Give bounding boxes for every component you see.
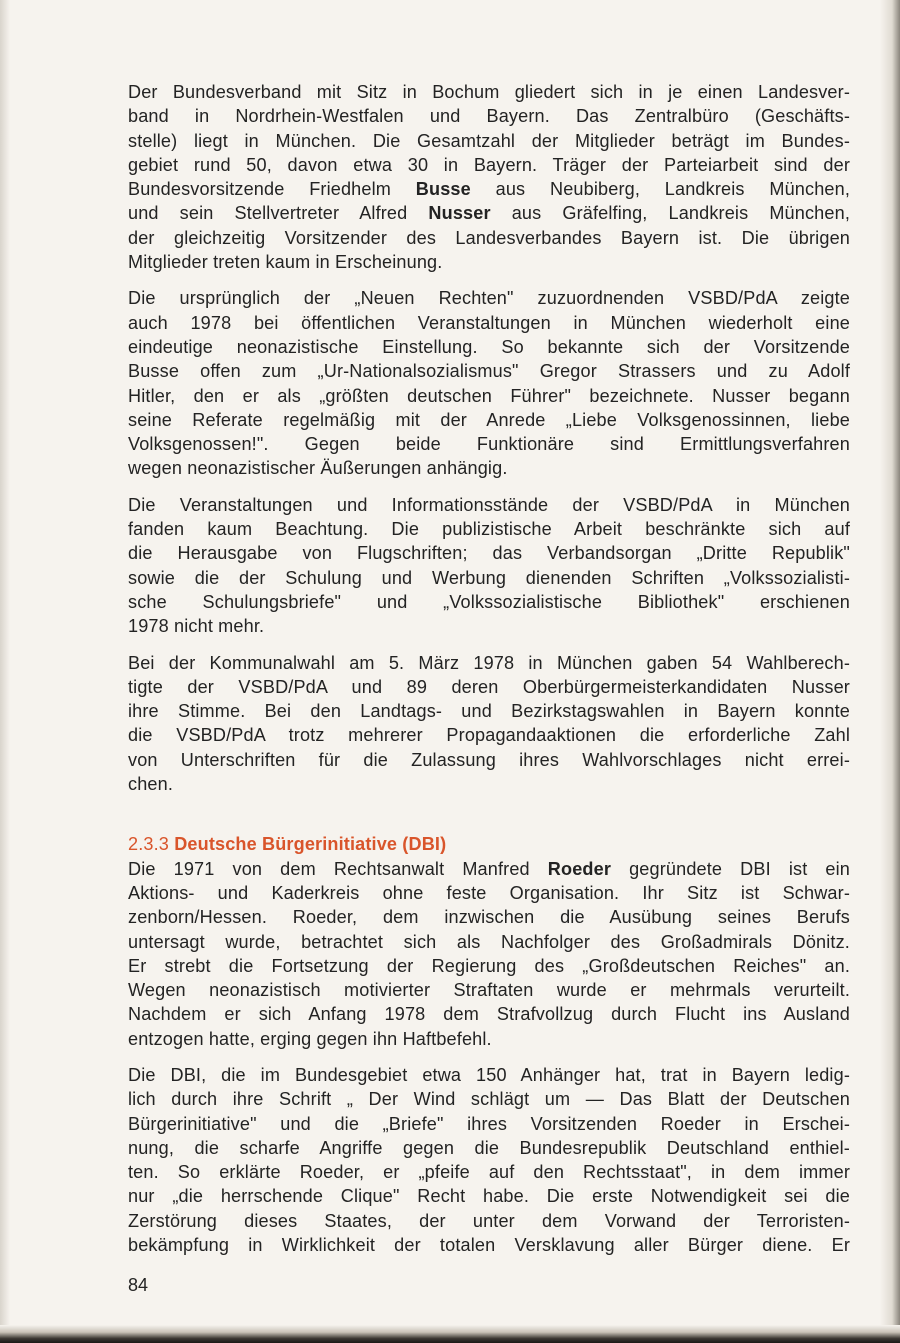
bold-name: Busse [415, 179, 471, 200]
bold-name: Roeder [547, 858, 612, 879]
text-line: nur „die herrschende Clique" Recht habe. Die erste Notwendigkeit sei die [128, 1186, 850, 1207]
text-block-dbi [128, 857, 850, 1258]
text-line: die Herausgabe von Flugschriften; das Verbandsorgan „Dritte Republik" [128, 543, 850, 564]
text-line: Aktions- und Kaderkreis ohne feste Organisation. Ihr Sitz ist Schwar- [128, 882, 850, 903]
text-line: lich durch ihre Schrift „ Der Wind schlägt um — Das Blatt der Deutschen [128, 1089, 850, 1110]
text-line: ihre Stimme. Bei den Landtags- und Bezirkstagswahlen in Bayern konnte [128, 701, 850, 722]
text-line: der gleichzeitig Vorsitzender des Landesverbandes Bayern ist. Die übrigen [128, 227, 850, 248]
text-line: seine Referate regelmäßig mit der Anrede „Liebe Volksgenossinnen, liebe [128, 409, 850, 430]
text-line: wegen neonazistischer Äußerungen anhängig. [128, 458, 508, 479]
paragraph [128, 1063, 850, 1257]
text-line: Bundesvorsitzende Friedhelm Busse aus Neubiberg, Landkreis München, [128, 179, 851, 200]
text-line: Die ursprünglich der „Neuen Rechten" zuzuordnenden VSBD/PdA zeigte [128, 288, 850, 309]
text-line: ten. So erklärte Roeder, er „pfeife auf den Rechtsstaat", in dem immer [128, 1162, 850, 1183]
text-line: Die DBI, die im Bundesgebiet etwa 150 Anhänger hat, trat in Bayern ledig- [128, 1064, 850, 1085]
text-line: gebiet rund 50, davon etwa 30 in Bayern. Träger der Parteiarbeit sind der [128, 154, 850, 175]
text-line: auch 1978 bei öffentlichen Veranstaltungen in München wiederholt eine [128, 312, 850, 333]
text-line: Bürgerinitiative" und die „Briefe" ihres Vorsitzenden Roeder in Erschei- [128, 1113, 850, 1134]
page-right-edge [880, 0, 900, 1343]
text-line: Mitglieder treten kaum in Erscheinung. [128, 252, 443, 273]
text-line: Nachdem er sich Anfang 1978 dem Strafvollzug durch Flucht ins Ausland [128, 1004, 850, 1025]
section-heading [128, 832, 850, 856]
text-line: chen. [128, 774, 174, 795]
page-number: 84 [128, 1275, 149, 1295]
paragraph [128, 651, 850, 797]
text-line: fanden kaum Beachtung. Die publizistische Arbeit beschränkte sich auf [128, 519, 850, 540]
text-line: sche Schulungsbriefe" und „Volkssozialistische Bibliothek" erschienen [128, 591, 850, 612]
text-line: und sein Stellvertreter Alfred Nusser aus Gräfelfing, Landkreis München, [128, 203, 850, 224]
text-line: Die Veranstaltungen und Informationsstände der VSBD/PdA in München [128, 494, 850, 515]
text-line: 1978 nicht mehr. [128, 616, 265, 637]
text-line: bekämpfung in Wirklichkeit der totalen Versklavung aller Bürger diene. Er [128, 1235, 850, 1256]
text-line: sowie die der Schulung und Werbung dienenden Schriften „Volkssozialisti- [128, 567, 850, 588]
text-line: von Unterschriften für die Zulassung ihres Wahlvorschlages nicht errei- [128, 749, 850, 770]
text-line: Hitler, den er als „größten deutschen Führer" bezeichnete. Nusser begann [128, 385, 850, 406]
text-line: Wegen neonazistisch motivierter Straftaten wurde er mehrmals verurteilt. [128, 980, 850, 1001]
text-line: Bei der Kommunalwahl am 5. März 1978 in München gaben 54 Wahlberech- [128, 652, 850, 673]
text-line: untersagt wurde, betrachtet sich als Nachfolger des Großadmirals Dönitz. [128, 931, 850, 952]
text-line: zenborn/Hessen. Roeder, dem inzwischen die Ausübung seines Berufs [128, 907, 850, 928]
paragraph [128, 80, 850, 274]
text-line: entzogen hatte, erging gegen ihn Haftbefehl. [128, 1028, 492, 1049]
text-line: Die 1971 von dem Rechtsanwalt Manfred Roeder gegründete DBI ist ein [128, 858, 850, 879]
text-line: die VSBD/PdA trotz mehrerer Propagandaaktionen die erforderliche Zahl [128, 725, 850, 746]
paragraph [128, 857, 850, 1051]
text-line: Zerstörung dieses Staates, der unter dem Vorwand der Terroristen- [128, 1210, 850, 1231]
text-line: band in Nordrhein-Westfalen und Bayern. Das Zentralbüro (Geschäfts- [128, 106, 850, 127]
paragraph [128, 286, 850, 480]
text-line: Der Bundesverband mit Sitz in Bochum gliedert sich in je einen Landesver- [128, 82, 850, 102]
text-line: nung, die scharfe Angriffe gegen die Bundesrepublik Deutschland enthiel- [128, 1137, 850, 1158]
paragraph [128, 493, 850, 639]
text-line: Busse offen zum „Ur-Nationalsozialismus" Gregor Strassers und zu Adolf [128, 361, 850, 382]
bold-name: Nusser [428, 203, 491, 224]
page-left-edge [0, 0, 10, 1343]
section-number: 2.3.3 [128, 834, 169, 855]
text-line: stelle) liegt in München. Die Gesamtzahl der Mitglieder beträgt im Bundes- [128, 130, 850, 151]
section-title: Deutsche Bürgerinitiative (DBI) [174, 834, 447, 855]
text-line: Er strebt die Fortsetzung der Regierung des „Großdeutschen Reiches" an. [128, 955, 850, 976]
text-line: eindeutige neonazistische Einstellung. So bekannte sich der Vorsitzende [128, 336, 850, 357]
text-block-vsbd [128, 80, 850, 796]
text-line: tigte der VSBD/PdA und 89 deren Oberbürgermeisterkandidaten Nusser [128, 676, 850, 697]
text-line: Volksgenossen!". Gegen beide Funktionäre sind Ermittlungsverfahren [128, 434, 850, 455]
page-bottom-edge [0, 1325, 900, 1343]
page-body [128, 80, 850, 1269]
